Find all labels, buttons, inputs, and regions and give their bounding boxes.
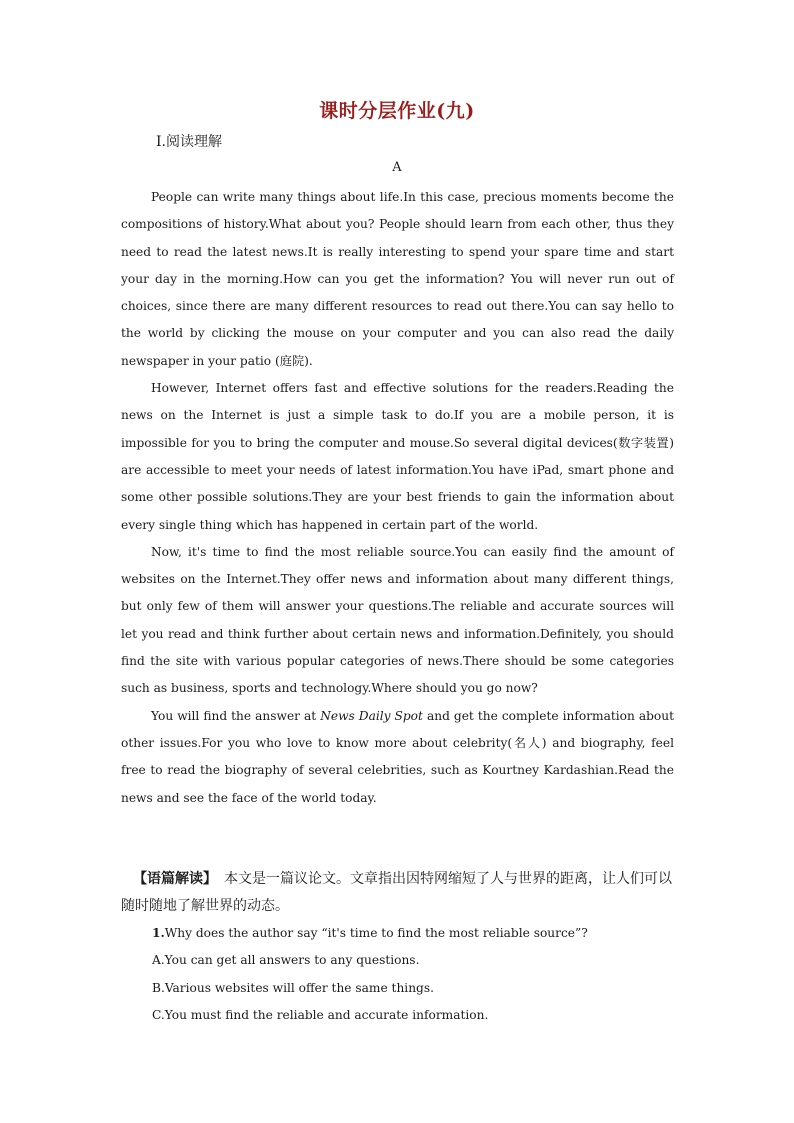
italic-site-name: News Daily Spot: [320, 708, 423, 723]
option-b: B.Various websites will offer the same things.: [152, 980, 434, 995]
page-title: 课时分层作业(九): [319, 100, 475, 122]
option-a: A.You can get all answers to any questions.: [152, 953, 420, 968]
question-text: Why does the author say “it's time to find the most reliable source”?: [164, 926, 588, 940]
section-heading: Ⅰ.阅读理解: [156, 134, 222, 150]
paragraph: Now, it's time to find the most reliable source.You can easily find the amount of websites on the Internet.They offer news and information about many different things, but only few of them will answer your questions.The reliable and accurate sources will let you read and think further about certain news and information.Definitely, you should find the site with various popular categories of news.There should be some categories such as business, sports and technology.Where should you go now?: [121, 544, 674, 696]
paragraph: People can write many things about life.In this case, precious moments become the compositions of history.What about you? People should learn from each other, thus they need to read the latest news.It is really interesting to spend your spare time and start your day in the morning.How can you get the information? You will never run out of choices, since there are many different resources to read out there.You can say hello to the world by clicking the mouse on your computer and you can also read the daily newspaper in your patio (庭院).: [121, 190, 674, 368]
passage-body: [121, 184, 674, 812]
paragraph: You will find the answer at News Daily Spot and get the complete information about other issues.For you who love to know more about celebrity(名人) and biography, feel free to read the biography of several celebrities, such as Kourtney Kardashian.Read the news and see the face of the world today.: [121, 708, 675, 805]
question-stem: [152, 920, 682, 947]
analysis-text: 本文是一篇议论文。文章指出因特网缩短了人与世界的距离，让人们可以随时随地了解世界的动态。: [121, 871, 672, 914]
passage-label: A: [392, 160, 402, 175]
question-number: 1.: [152, 926, 165, 940]
passage-analysis: [121, 866, 681, 920]
analysis-tag: 【语篇解读】: [133, 871, 210, 887]
paragraph: However, Internet offers fast and effective solutions for the readers.Reading the news on the Internet is just a simple task to do.If you are a mobile person, it is impossible for you to bring the computer and mouse.So several digital devices(数字装置) are accessible to meet your needs of latest information.You have iPad, smart phone and some other possible solutions.They are your best friends to gain the information about every single thing which has happened in certain part of the world.: [121, 381, 674, 532]
option-c: C.You must find the reliable and accurate information.: [152, 1007, 489, 1022]
question-1: [152, 920, 682, 1029]
